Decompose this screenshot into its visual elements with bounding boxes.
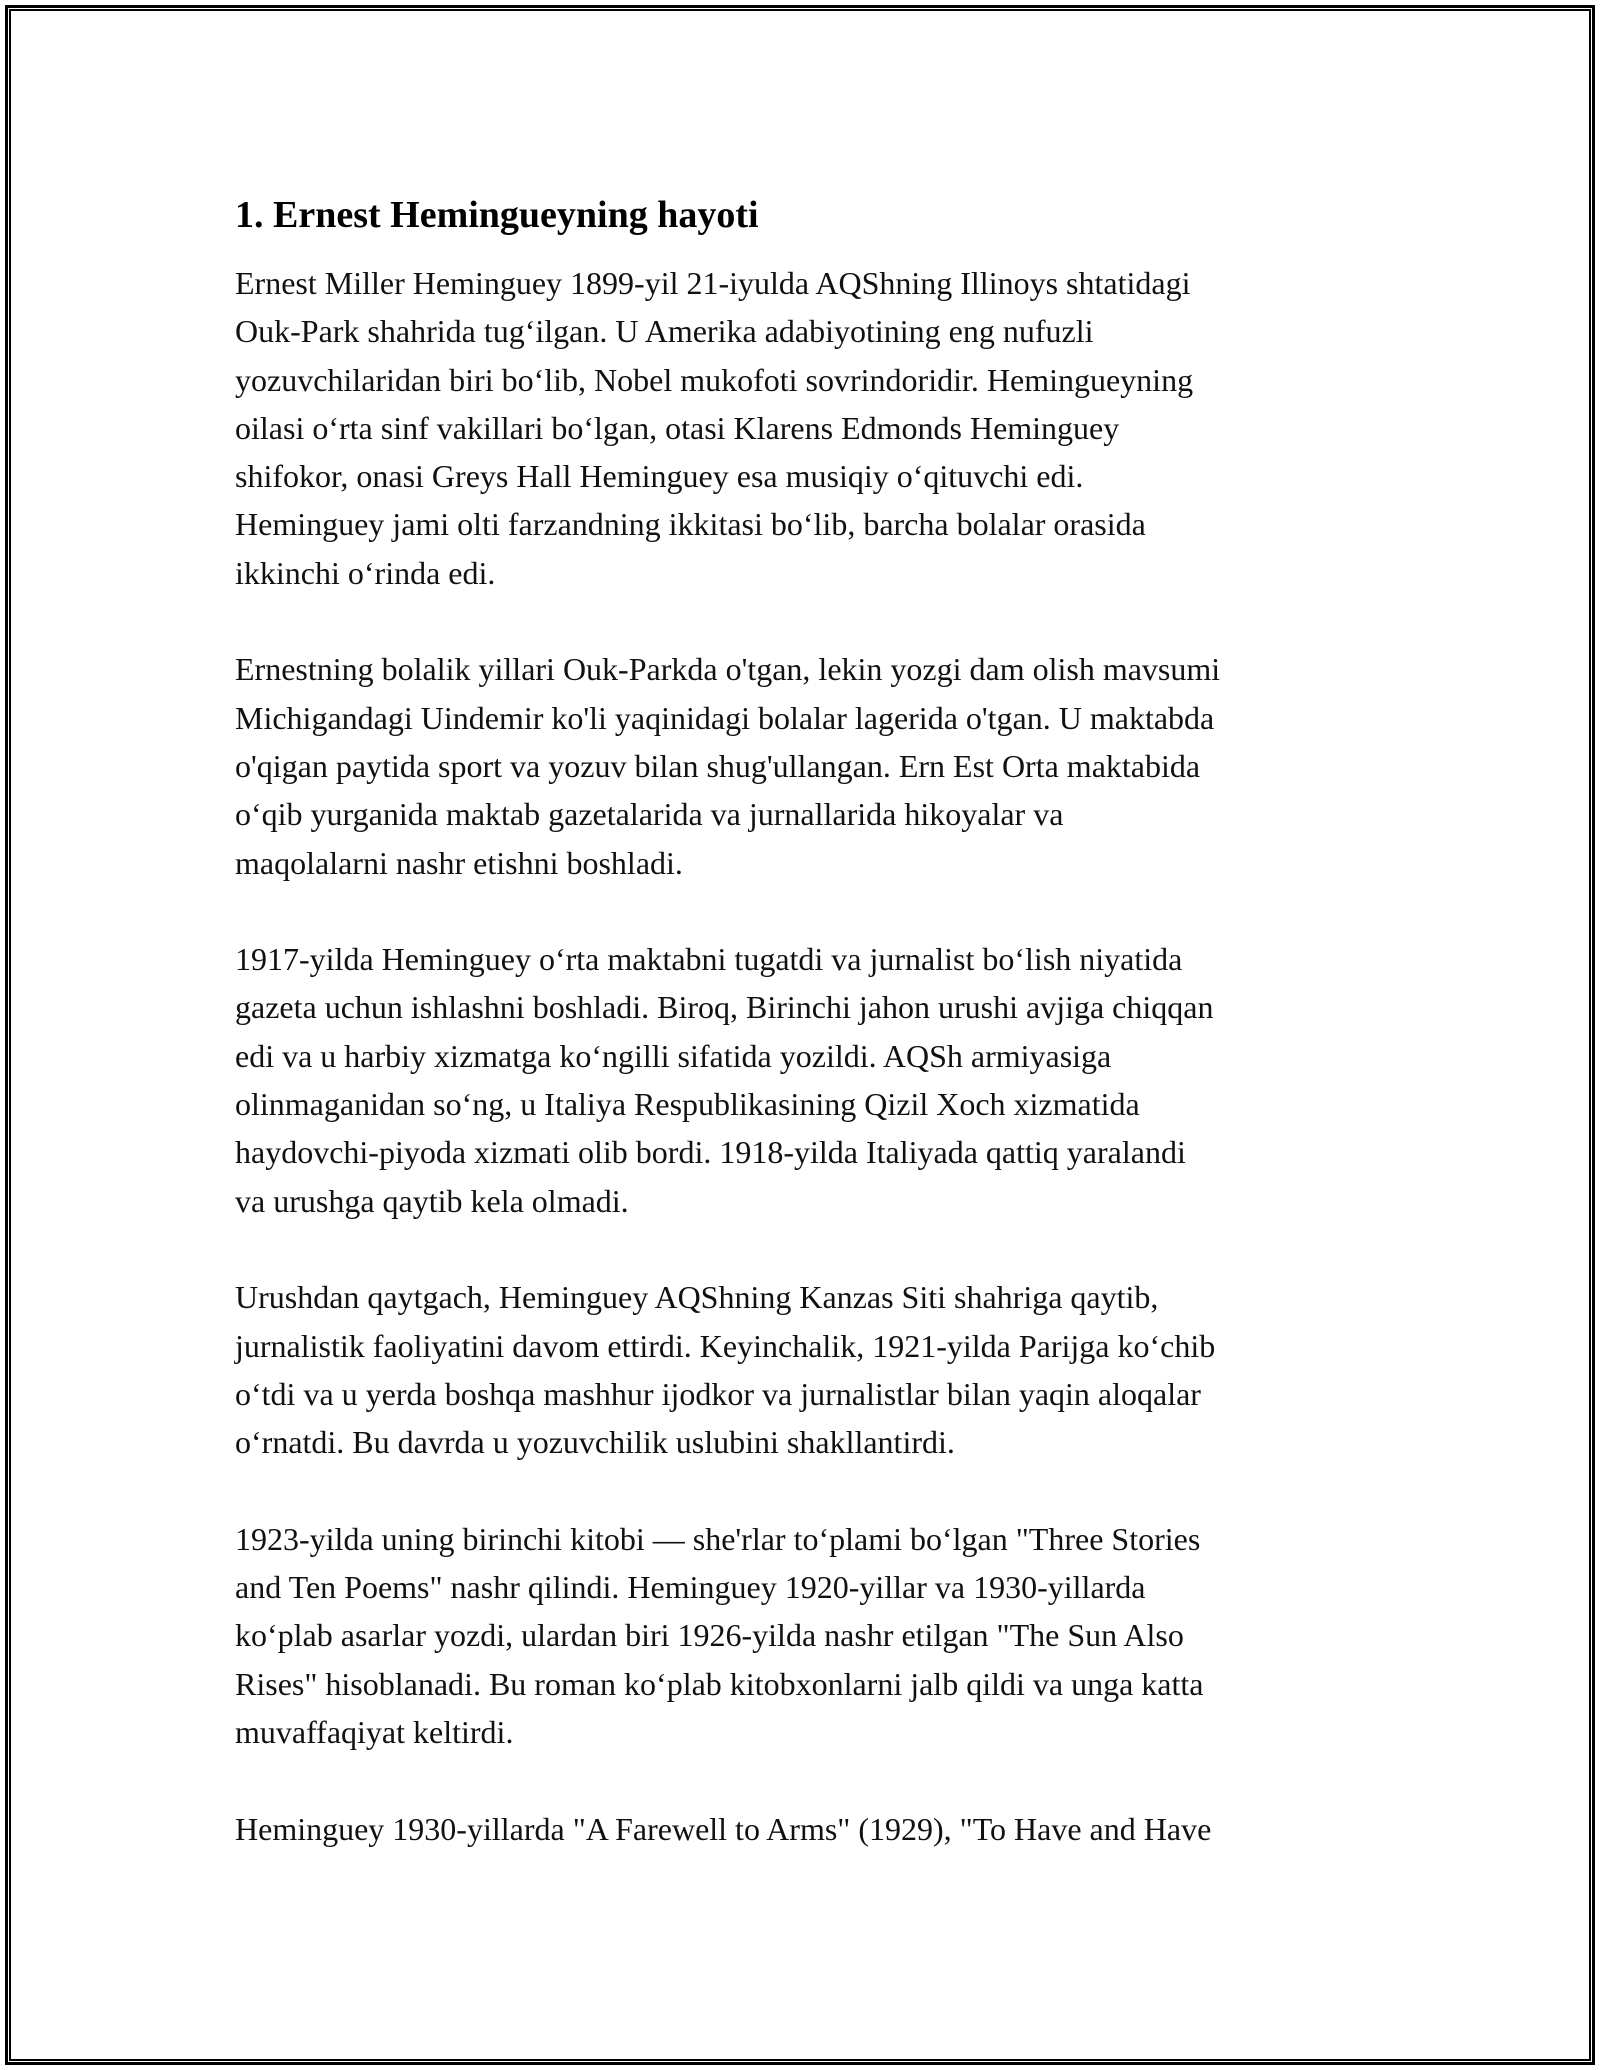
paragraph-1930s: Heminguey 1930-yillarda "A Farewell to Arms" (1929), "To Have and Have — [235, 1810, 1212, 1847]
paragraph-first-book: 1923-yilda uning birinchi kitobi — she'rlar to‘plami bo‘lgan "Three Stories and Ten Poems" nashr qilindi. Heminguey 1920-yillar va 1930-yillarda ko‘plab asarlar yozdi, ulardan biri 1926-yilda nashr etilgan "The Sun Also Rises" hisoblanadi. Bu roman ko‘plab kitobxonlarni jalb qildi va unga katta muvaffaqiyat keltirdi. — [235, 1520, 1204, 1750]
document-body — [235, 183, 1395, 1901]
section-heading: 1. Ernest Hemingueyning hayoti — [235, 194, 759, 236]
paragraph-birth: Ernest Miller Heminguey 1899-yil 21-iyulda AQShning Illinoys shtatidagi Ouk-Park shahrida tug‘ilgan. U Amerika adabiyotining eng nufuzli yozuvchilaridan biri bo‘lib, Nobel mukofoti sovrindoridir. Hemingueyning oilasi o‘rta sinf vakillari bo‘lgan, otasi Klarens Edmonds Heminguey shifokor, onasi Greys Hall Heminguey esa musiqiy o‘qituvchi edi. Heminguey jami olti farzandning ikkitasi bo‘lib, barcha bolalar orasida ikkinchi o‘rinda edi. — [235, 265, 1194, 591]
paragraph-war-service: 1917-yilda Heminguey o‘rta maktabni tugatdi va jurnalist bo‘lish niyatida gazeta uchun ishlashni boshladi. Biroq, Birinchi jahon urushi avjiga chiqqan edi va u harbiy xizmatga ko‘ngilli sifatida yozildi. AQSh armiyasiga olinmaganidan so‘ng, u Italiya Respublikasining Qizil Xoch xizmatida haydovchi-piyoda xizmati olib bordi. 1918-yilda Italiyada qattiq yaralandi va urushga qaytib kela olmadi. — [235, 941, 1214, 1219]
paragraph-paris: Urushdan qaytgach, Heminguey AQShning Kanzas Siti shahriga qaytib, jurnalistik faoliyatini davom ettirdi. Keyinchalik, 1921-yilda Parijga ko‘chib o‘tdi va u yerda boshqa mashhur ijodkor va jurnalistlar bilan yaqin aloqalar o‘rnatdi. Bu davrda u yozuvchilik uslubini shakllantirdi. — [235, 1279, 1216, 1461]
paragraph-childhood: Ernestning bolalik yillari Ouk-Parkda o'tgan, lekin yozgi dam olish mavsumi Michigandagi Uindemir ko'li yaqinidagi bolalar lagerida o'tgan. U maktabda o'qigan paytida sport va yozuv bilan shug'ullangan. Ern Est Orta maktabida o‘qib yurganida maktab gazetalarida va jurnallarida hikoyalar va maqolalarni nashr etishni boshladi. — [235, 651, 1221, 881]
